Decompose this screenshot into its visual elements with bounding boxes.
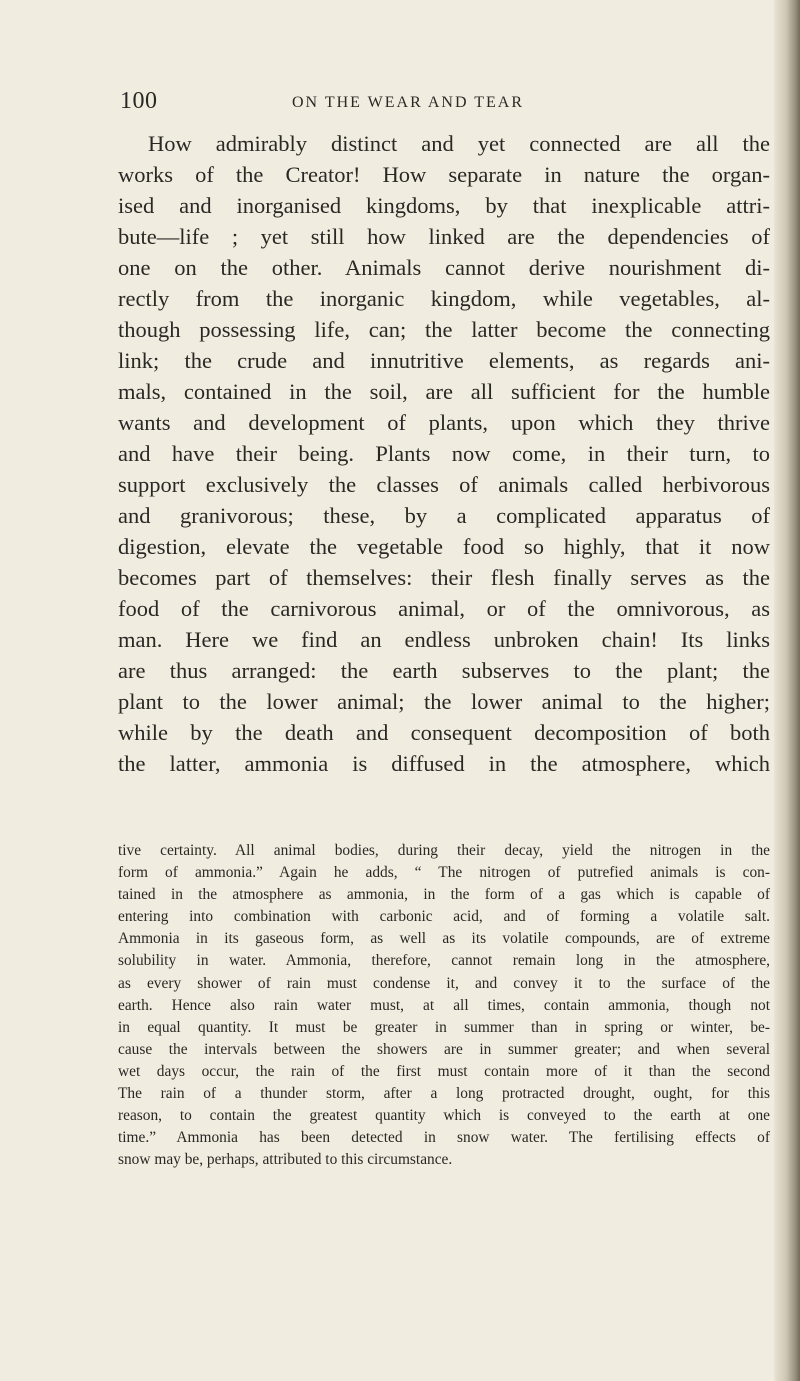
footnote-line: solubility in water. Ammonia, therefore, cannot remain long in the atmosphere, [118,952,770,970]
body-line: are thus arranged: the earth subserves to the plant; the [118,658,770,683]
page-number: 100 [120,88,158,114]
body-line: wants and development of plants, upon which they thrive [118,410,770,435]
footnote-line: snow may be, perhaps, attributed to this circumstance. [118,1151,453,1169]
body-line: mals, contained in the soil, are all sufficient for the humble [118,379,770,404]
footnote-line: wet days occur, the rain of the first must contain more of it than the second [118,1062,770,1080]
body-line: rectly from the inorganic kingdom, while vegetables, al- [118,286,770,311]
footnote-line: tive certainty. All animal bodies, during their decay, yield the nitrogen in the [118,842,770,859]
body-line: ised and inorganised kingdoms, by that inexplicable attri- [118,193,770,218]
page-edge-shadow [774,0,800,1381]
body-paragraph [118,128,770,779]
footnote-line: Ammonia in its gaseous form, as well as its volatile compounds, are of extreme [118,930,770,948]
body-line: How admirably distinct and yet connected are all the [148,131,770,156]
body-line: while by the death and consequent decomposition of both [118,720,770,745]
body-line: becomes part of themselves: their flesh finally serves as the [118,565,770,590]
body-line: food of the carnivorous animal, or of the omnivorous, as [118,596,770,621]
footnote-line: time.” Ammonia has been detected in snow water. The fertilising effects of [118,1129,770,1147]
body-line: the latter, ammonia is diffused in the atmosphere, which [118,751,770,776]
body-line: and have their being. Plants now come, in their turn, to [118,441,770,466]
footnote-line: tained in the atmosphere as ammonia, in the form of a gas which is capable of [118,886,770,904]
footnote-line: in equal quantity. It must be greater in summer than in spring or winter, be- [118,1018,770,1036]
footnote [118,840,770,1171]
body-line: one on the other. Animals cannot derive nourishment di- [118,255,770,280]
footnote-line: cause the intervals between the showers are in summer greater; and when several [118,1040,770,1058]
body-line: support exclusively the classes of animals called herbivorous [118,472,770,497]
body-line: though possessing life, can; the latter become the connecting [118,317,770,342]
body-line: link; the crude and innutritive elements, as regards ani- [118,348,770,373]
body-line: plant to the lower animal; the lower animal to the higher; [118,689,770,714]
footnote-line: as every shower of rain must condense it, and convey it to the surface of the [118,974,770,992]
footnote-line: entering into combination with carbonic acid, and of forming a volatile salt. [118,908,770,926]
footnote-line: earth. Hence also rain water must, at all times, contain ammonia, though not [118,996,770,1014]
footnote-line: form of ammonia.” Again he adds, “ The nitrogen of putrefied animals is con- [118,864,770,882]
body-line: works of the Creator! How separate in nature the organ- [118,162,770,187]
footnote-line: The rain of a thunder storm, after a long protracted drought, ought, for this [118,1085,770,1103]
footnote-line: reason, to contain the greatest quantity which is conveyed to the earth at one [118,1107,770,1125]
page-header [120,88,760,118]
body-line: and granivorous; these, by a complicated apparatus of [118,503,770,528]
body-line: man. Here we find an endless unbroken chain! Its links [118,627,770,652]
running-title: ON THE WEAR AND TEAR [292,94,524,111]
body-line: digestion, elevate the vegetable food so highly, that it now [118,534,770,559]
body-line: bute—life ; yet still how linked are the dependencies of [118,224,770,249]
